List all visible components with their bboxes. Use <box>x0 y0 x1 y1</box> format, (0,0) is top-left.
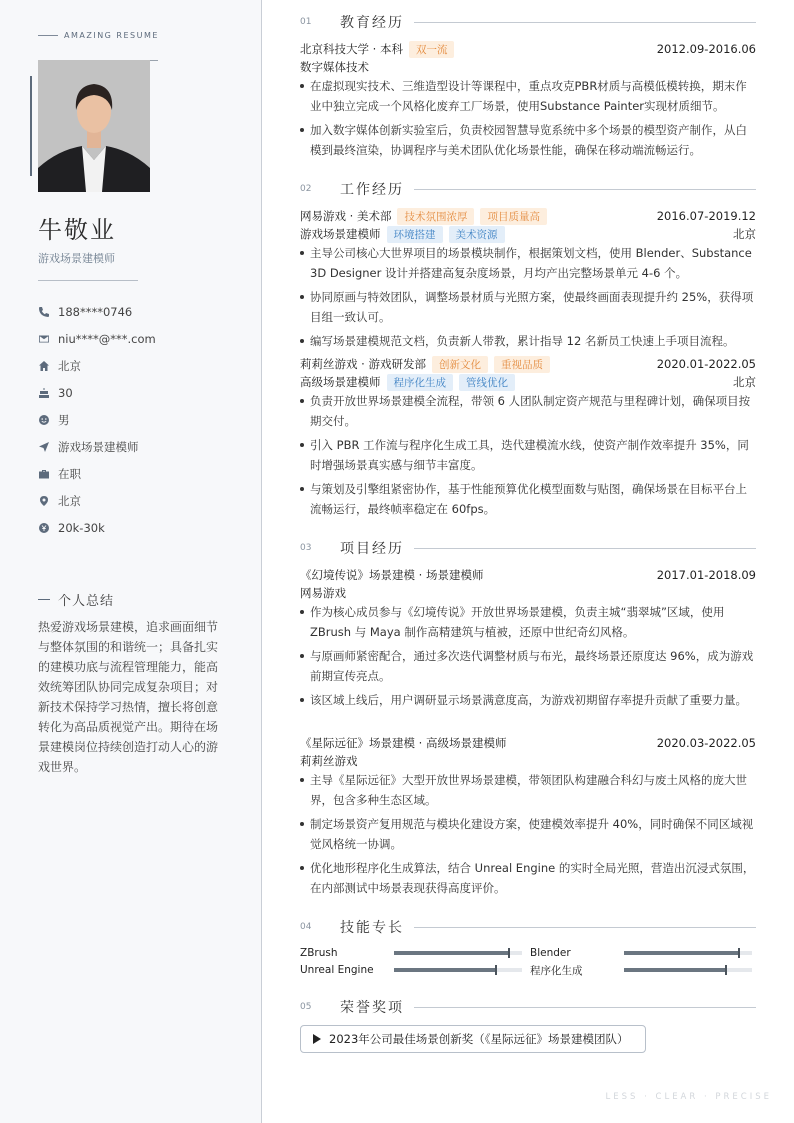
education-row <box>300 40 756 58</box>
list-item: 该区域上线后，用户调研显示场景满意度高，为游戏初期留存率提升贡献了重要力量。 <box>300 690 756 710</box>
section-work-header <box>300 179 756 199</box>
coin-icon <box>38 522 50 534</box>
info-email <box>38 325 156 352</box>
skill-name: ZBrush <box>300 947 338 959</box>
project-name: 《幻境传说》场景建模 · 场景建模师 <box>300 568 484 582</box>
info-gender <box>38 406 156 433</box>
company-tag: 项目质量高 <box>480 208 547 225</box>
list-item: 与策划及引擎组紧密协作，基于性能预算优化模型面数与贴图，确保场景在目标平台上流畅运行，最终帧率稳定在 60fps。 <box>300 479 756 519</box>
list-item: 协同原画与特效团队，调整场景材质与光照方案，使最终画面表现提升约 25%，获得项目组一致认可。 <box>300 287 756 327</box>
role-tag: 环境搭建 <box>387 226 443 243</box>
mail-icon <box>38 333 50 345</box>
section-number: 04 <box>300 922 312 932</box>
project-company: 网易游戏 <box>300 586 346 600</box>
project-bullets <box>300 602 756 714</box>
status-text: 在职 <box>58 466 81 481</box>
section-title: 工作经历 <box>340 182 404 198</box>
section-line <box>414 22 756 23</box>
salary-text: 20k-30k <box>58 520 105 535</box>
skill-name: 程序化生成 <box>530 964 583 977</box>
section-title: 项目经历 <box>340 541 404 557</box>
smile-icon <box>38 414 50 426</box>
cake-icon <box>38 387 50 399</box>
avatar <box>38 60 150 192</box>
work-bullets <box>300 391 756 523</box>
education-major-row <box>300 58 756 76</box>
work-company-row <box>300 355 756 373</box>
divider <box>38 280 138 281</box>
summary-heading <box>38 590 114 609</box>
info-city <box>38 487 156 514</box>
list-item: 负责开放世界场景建模全流程，带领 6 人团队制定资产规范与里程碑计划，确保项目按期交付。 <box>300 391 756 431</box>
section-number: 01 <box>300 17 312 27</box>
company-name: 莉莉丝游戏 · 游戏研发部 <box>300 357 426 371</box>
role-tag: 程序化生成 <box>387 374 454 391</box>
award-item <box>300 1025 646 1053</box>
project-period: 2020.03-2022.05 <box>656 736 756 750</box>
project-company-row <box>300 752 756 770</box>
work-period: 2020.01-2022.05 <box>656 357 756 371</box>
skill-fill <box>394 968 496 972</box>
info-salary <box>38 514 156 541</box>
footer-watermark: LESS · CLEAR · PRECISE <box>605 1092 772 1102</box>
section-line <box>414 189 756 190</box>
project-name: 《星际远征》场景建模 · 高级场景建模师 <box>300 736 507 750</box>
info-phone <box>38 298 156 325</box>
summary-title: 个人总结 <box>58 594 115 609</box>
contact-info <box>38 298 156 541</box>
education-period: 2012.09-2016.06 <box>656 42 756 56</box>
sidebar <box>0 0 262 1123</box>
skill-item <box>300 946 522 960</box>
photo-accent-bar <box>30 76 32 176</box>
skill-marker <box>495 965 497 975</box>
section-skills-header <box>300 917 756 937</box>
company-tag: 创新文化 <box>432 356 488 373</box>
section-title: 荣誉奖项 <box>340 1000 404 1016</box>
work-role-row <box>300 225 756 243</box>
list-item: 优化地形程序化生成算法，结合 Unreal Engine 的实时全局光照，营造出沉浸式氛围，在内部测试中场景表现获得高度评价。 <box>300 858 756 898</box>
skill-bar <box>394 951 522 955</box>
info-location <box>38 352 156 379</box>
target-position-text: 游戏场景建模师 <box>58 439 139 454</box>
work-city: 北京 <box>733 227 756 241</box>
list-item: 主导《星际远征》大型开放世界场景建模，带领团队构建融合科幻与废土风格的庞大世界，包含多种生态区域。 <box>300 770 756 810</box>
education-bullets <box>300 76 756 164</box>
skill-item <box>530 946 752 960</box>
project-company-row <box>300 584 756 602</box>
skill-marker <box>738 948 740 958</box>
age-text: 30 <box>58 385 73 400</box>
list-item: 编写场景建模规范文档，负责新人带教，累计指导 12 名新员工快速上手项目流程。 <box>300 331 756 351</box>
pin-icon <box>38 495 50 507</box>
work-city: 北京 <box>733 375 756 389</box>
section-line <box>414 1007 756 1008</box>
list-item: 与原画师紧密配合，通过多次迭代调整材质与布光，最终场景还原度达 96%，成为游戏前期宣传亮点。 <box>300 646 756 686</box>
education-major: 数字媒体技术 <box>300 60 369 74</box>
info-age <box>38 379 156 406</box>
section-line <box>414 927 756 928</box>
skill-marker <box>725 965 727 975</box>
skill-bar <box>624 951 752 955</box>
section-line <box>414 548 756 549</box>
project-row <box>300 734 756 752</box>
list-item: 在虚拟现实技术、三维造型设计等课程中，重点攻克PBR材质与高模低模转换，期末作业中独立完成一个风格化废弃工厂场景，使用Substance Painter实现材质细节。 <box>300 76 756 116</box>
info-status <box>38 460 156 487</box>
target-city-text: 北京 <box>58 493 81 508</box>
phone-text: 188****0746 <box>58 304 133 319</box>
section-education-header <box>300 12 756 32</box>
person-name: 牛敬业 <box>38 216 116 244</box>
project-company: 莉莉丝游戏 <box>300 754 358 768</box>
info-target <box>38 433 156 460</box>
gender-text: 男 <box>58 412 70 427</box>
school-name: 北京科技大学 · 本科 <box>300 42 403 56</box>
skill-fill <box>624 968 726 972</box>
play-arrow-icon <box>313 1034 321 1044</box>
project-bullets <box>300 770 756 902</box>
section-title: 教育经历 <box>340 15 404 31</box>
section-title: 技能专长 <box>340 920 404 936</box>
section-number: 03 <box>300 543 312 553</box>
list-item: 作为核心成员参与《幻境传说》开放世界场景建模，负责主城“翡翠城”区域，使用 ZBrush 与 Maya 制作高精建筑与植被，还原中世纪奇幻风格。 <box>300 602 756 642</box>
skill-fill <box>394 951 509 955</box>
skill-marker <box>508 948 510 958</box>
list-item: 加入数字媒体创新实验室后，负责校园智慧导览系统中多个场景的模型资产制作，从白模到最终渲染，协调程序与美术团队优化场景性能，确保在移动端流畅运行。 <box>300 120 756 160</box>
skill-fill <box>624 951 739 955</box>
project-row <box>300 566 756 584</box>
school-tag: 双一流 <box>409 41 455 58</box>
project-period: 2017.01-2018.09 <box>656 568 756 582</box>
list-item: 主导公司核心大世界项目的场景模块制作，根据策划文档，使用 Blender、Substance 3D Designer 设计并搭建高复杂度场景，月均产出完整场景单元 4-6 个。 <box>300 243 756 283</box>
role-tag: 美术资源 <box>449 226 505 243</box>
section-projects-header <box>300 538 756 558</box>
brand-line <box>38 35 58 36</box>
avatar-portrait-icon <box>38 60 150 192</box>
briefcase-icon <box>38 468 50 480</box>
role-name: 高级场景建模师 <box>300 375 381 389</box>
phone-icon <box>38 306 50 318</box>
list-item: 制定场景资产复用规范与模块化建设方案，使建模效率提升 40%，同时确保不同区域视觉风格统一协调。 <box>300 814 756 854</box>
company-name: 网易游戏 · 美术部 <box>300 209 392 223</box>
list-item: 引入 PBR 工作流与程序化生成工具，迭代建模流水线，使资产制作效率提升 35%，同时增强场景真实感与细节丰富度。 <box>300 435 756 475</box>
section-number: 02 <box>300 184 312 194</box>
skill-name: Blender <box>530 947 571 959</box>
section-honors-header <box>300 997 756 1017</box>
skill-name: Unreal Engine <box>300 964 374 976</box>
skill-bar <box>394 968 522 972</box>
company-tag: 技术氛围浓厚 <box>397 208 474 225</box>
work-period: 2016.07-2019.12 <box>656 209 756 223</box>
summary-dash <box>38 599 50 600</box>
location-text: 北京 <box>58 358 81 373</box>
skill-bar <box>624 968 752 972</box>
role-tag: 管线优化 <box>459 374 515 391</box>
summary-text: 热爱游戏场景建模，追求画面细节与整体氛围的和谐统一；具备扎实的建模功底与流程管理能力，能高效统筹团队协同完成复杂项目；对新技术保持学习热情，擅长将创意转化为高品质视觉产出。期待在场景建模岗位持续创造打动人心的游戏世界。 <box>38 620 219 774</box>
skill-item <box>300 963 522 977</box>
brand-text: AMAZING RESUME <box>64 31 159 40</box>
company-tag: 重视品质 <box>494 356 550 373</box>
person-title: 游戏场景建模师 <box>38 252 115 265</box>
role-name: 游戏场景建模师 <box>300 227 381 241</box>
home-icon <box>38 360 50 372</box>
send-icon <box>38 441 50 453</box>
skill-item <box>530 963 752 977</box>
email-text: niu****@***.com <box>58 331 156 346</box>
section-number: 05 <box>300 1002 312 1012</box>
work-bullets <box>300 243 756 355</box>
work-role-row <box>300 373 756 391</box>
work-company-row <box>300 207 756 225</box>
award-text: 2023年公司最佳场景创新奖（《星际远征》场景建模团队） <box>329 1032 629 1046</box>
brand <box>38 31 159 40</box>
